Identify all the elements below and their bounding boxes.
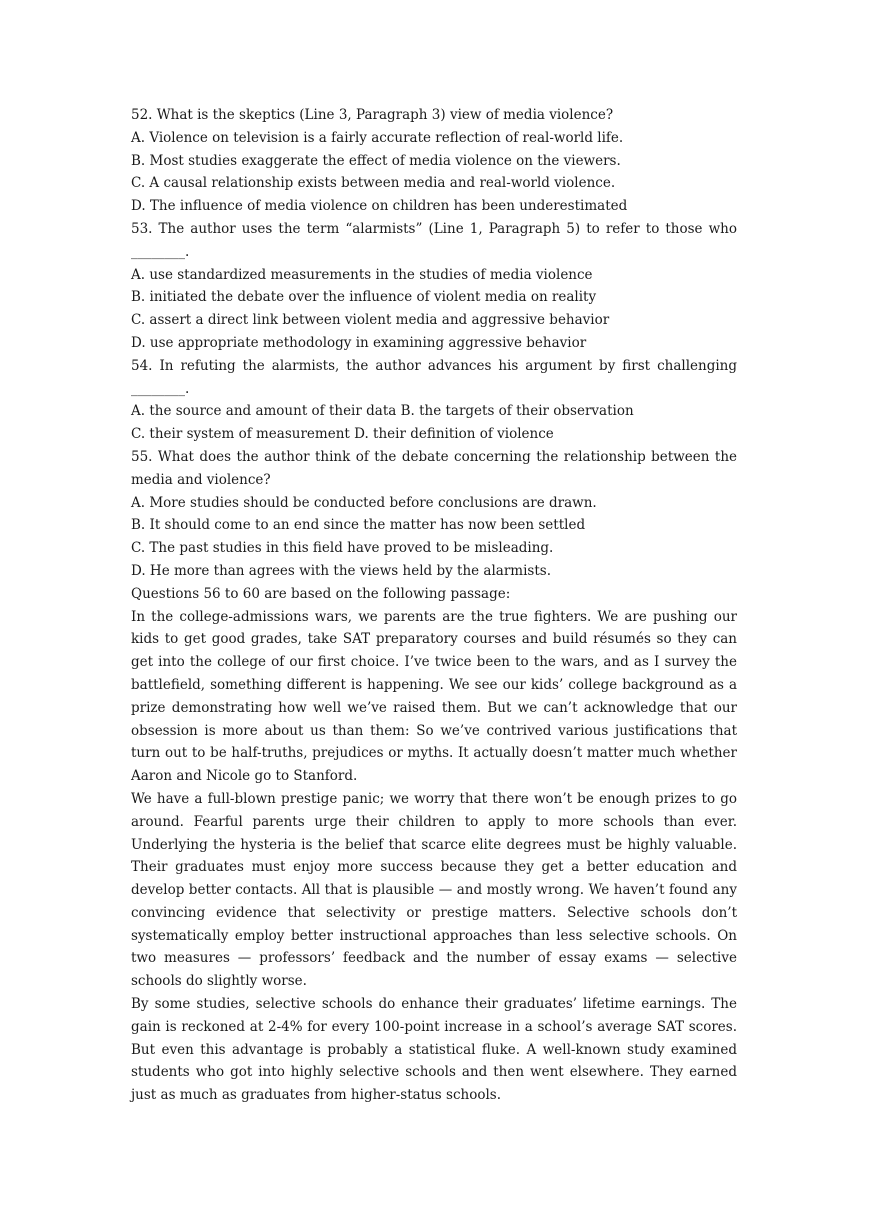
option-d: D. use appropriate methodology in examining aggressive behavior (131, 334, 587, 351)
question-stem: 53. The author uses the term “alarmists” (Line 1, Paragraph 5) to refer to those who ________. (131, 220, 742, 260)
document-page (131, 104, 742, 1107)
option-b: B. initiated the debate over the influence of violent media on reality (131, 289, 597, 306)
option-a: A. Violence on television is a fairly accurate reflection of real-world life. (131, 129, 624, 146)
question-stem: 52. What is the skeptics (Line 3, Paragraph 3) view of media violence? (131, 107, 614, 123)
passage-paragraph-1: In the college-admissions wars, we parents are the true fighters. We are pushing our kids to get good grades, take SAT preparatory courses and build résumés so they can get into the college of our first choice. I’ve twice been to the wars, and as I survey the battlefield, something different is happening. We see our kids’ college background as a prize demonstrating how well we’ve raised them. But we can’t acknowledge that our obsession is more about us than them: So we’ve contrived various justifications that turn out to be half-truths, prejudices or myths. It actually doesn’t matter much whether Aaron and Nicole go to Stanford. (131, 608, 742, 785)
passage-paragraph-3: By some studies, selective schools do enhance their graduates’ lifetime earnings. The gain is reckoned at 2-4% for every 100-point increase in a school’s average SAT scores. But even this advantage is probably a statistical fluke. A well-known study examined students who got into highly selective schools and then went elsewhere. They earned just as much as graduates from higher-status schools. (131, 996, 742, 1104)
question-55 (131, 446, 742, 583)
option-a-b: A. the source and amount of their data B. the targets of their observation (131, 403, 634, 420)
option-b: B. Most studies exaggerate the effect of media violence on the viewers. (131, 152, 621, 169)
option-d: D. He more than agrees with the views held by the alarmists. (131, 562, 551, 579)
question-stem: 55. What does the author think of the debate concerning the relationship between the media and violence? (131, 448, 742, 488)
option-d: D. The influence of media violence on children has been underestimated (131, 198, 628, 215)
question-54 (131, 355, 742, 446)
option-c-d: C. their system of measurement D. their definition of violence (131, 426, 554, 443)
option-a: A. More studies should be conducted before conclusions are drawn. (131, 494, 597, 511)
question-stem: 54. In refuting the alarmists, the author advances his argument by first challenging ________. (131, 357, 742, 397)
option-c: C. A causal relationship exists between media and real-world violence. (131, 175, 616, 192)
option-a: A. use standardized measurements in the studies of media violence (131, 266, 593, 283)
option-c: C. assert a direct link between violent media and aggressive behavior (131, 312, 610, 329)
option-c: C. The past studies in this field have proved to be misleading. (131, 540, 554, 557)
option-b: B. It should come to an end since the matter has now been settled (131, 517, 586, 534)
question-52 (131, 104, 737, 218)
passage-paragraph-2: We have a full-blown prestige panic; we worry that there won’t be enough prizes to go around. Fearful parents urge their children to apply to more schools than ever. Underlying the hysteria is the belief that scarce elite degrees must be highly valuable. Their graduates must enjoy more success because they get a better education and develop better contacts. All that is plausible — and mostly wrong. We haven’t found any convincing evidence that selectivity or prestige matters. Selective schools don’t systematically employ better instructional approaches than less selective schools. On two measures — professors’ feedback and the number of essay exams — selective schools do slightly worse. (131, 790, 742, 990)
passage-intro: Questions 56 to 60 are based on the following passage: (131, 585, 511, 602)
question-53 (131, 218, 742, 355)
